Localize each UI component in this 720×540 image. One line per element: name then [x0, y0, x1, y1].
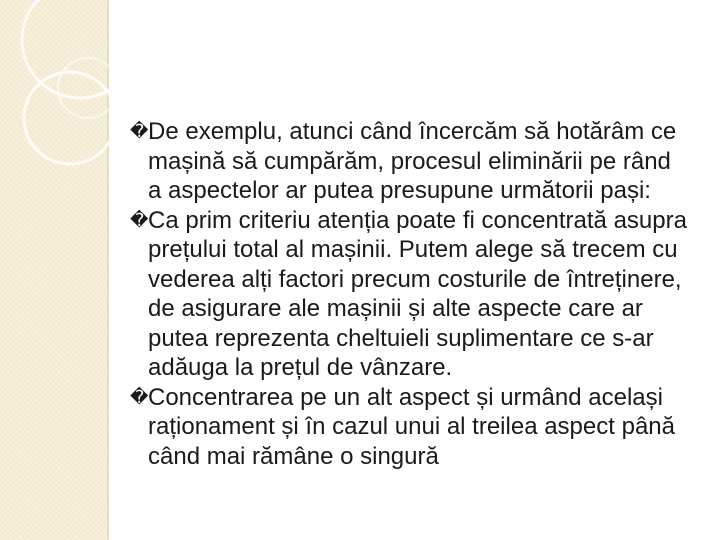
- bullet-icon: �: [130, 209, 149, 231]
- bullet-icon: �: [130, 386, 149, 408]
- bullet-text: De exemplu, atunci când încercăm să hotărâm ce mașină să cumpărăm, procesul eliminării pe rând a aspectelor ar putea presupune următorii pași:: [148, 118, 677, 204]
- bullet-item: [130, 117, 690, 206]
- bullet-item: [130, 206, 690, 383]
- bullet-item: [130, 383, 690, 472]
- bullet-icon: �: [130, 121, 149, 142]
- bullet-text: Concentrarea pe un alt aspect și urmând același raționament și în cazul unui al treilea aspect până când mai rămâne o singură: [148, 383, 675, 470]
- bullet-list: [130, 117, 690, 471]
- bullet-text: Ca prim criteriu atenția poate fi concentrată asupra prețului total al mașinii. Putem alege să trecem cu vederea alți factori precum costurile de întreținere, de asigurare ale mașinii și alte aspecte care ar putea reprezenta cheltuieli suplimentare ce s-ar adăuga la prețul de vânzare.: [148, 206, 687, 381]
